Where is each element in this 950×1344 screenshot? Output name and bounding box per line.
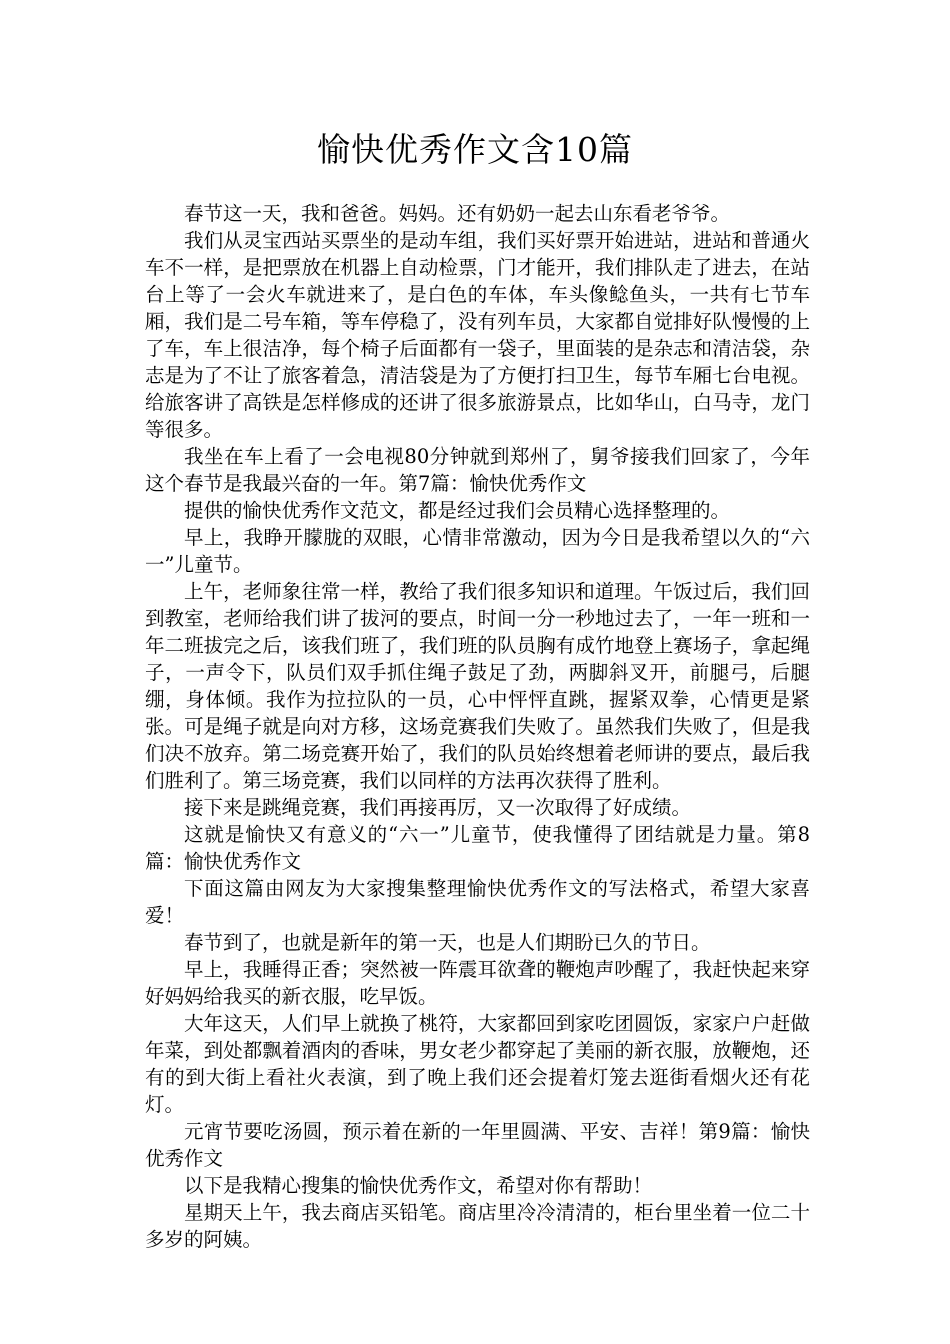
document-body — [145, 200, 810, 1253]
paragraph: 我坐在车上看了一会电视80分钟就到郑州了，舅爷接我们回家了，今年这个春节是我最兴奋的一年。第7篇：愉快优秀作文 — [145, 445, 810, 495]
paragraph: 上午，老师象往常一样，教给了我们很多知识和道理。午饭过后，我们回到教室，老师给我们讲了拔河的要点，时间一分一秒地过去了，一年一班和一年二班拔完之后，该我们班了，我们班的队员胸有成竹地登上赛场子，拿起绳子，一声令下，队员们双手抓住绳子鼓足了劲，两脚斜叉开，前腿弓，后腿绷，身体倾。我作为拉拉队的一员，心中怦怦直跳，握紧双拳，心情更是紧张。可是绳子就是向对方移，这场竞赛我们失败了。虽然我们失败了，但是我们决不放弃。第二场竞赛开始了，我们的队员始终想着老师讲的要点，最后我们胜利了。第三场竞赛，我们以同样的方法再次获得了胜利。 — [145, 580, 810, 792]
paragraph: 元宵节要吃汤圆，预示着在新的一年里圆满、平安、吉祥！第9篇：愉快优秀作文 — [145, 1120, 810, 1170]
paragraph: 下面这篇由网友为大家搜集整理愉快优秀作文的写法格式，希望大家喜爱！ — [145, 877, 810, 927]
paragraph: 接下来是跳绳竞赛，我们再接再厉，又一次取得了好成绩。 — [184, 796, 692, 819]
paragraph: 星期天上午，我去商店买铅笔。商店里冷冷清清的，柜台里坐着一位二十多岁的阿姨。 — [145, 1201, 810, 1251]
paragraph: 早上，我睡得正香；突然被一阵震耳欲聋的鞭炮声吵醒了，我赶快起来穿好妈妈给我买的新衣服，吃早饭。 — [145, 958, 810, 1008]
paragraph: 春节到了，也就是新年的第一天，也是人们期盼已久的节日。 — [184, 931, 711, 954]
paragraph: 春节这一天，我和爸爸。妈妈。还有奶奶一起去山东看老爷爷。 — [184, 202, 731, 225]
paragraph: 早上，我睁开朦胧的双眼，心情非常激动，因为今日是我希望以久的“六一”儿童节。 — [145, 526, 810, 576]
paragraph: 以下是我精心搜集的愉快优秀作文，希望对你有帮助！ — [184, 1174, 653, 1197]
paragraph: 大年这天，人们早上就换了桃符，大家都回到家吃团圆饭，家家户户赶做年菜，到处都飘着酒肉的香味，男女老少都穿起了美丽的新衣服，放鞭炮，还有的到大街上看社火表演，到了晚上我们还会提着灯笼去逛街看烟火还有花灯。 — [145, 1012, 810, 1116]
document-title: 愉快优秀作文含10篇 — [317, 130, 633, 169]
paragraph: 这就是愉快又有意义的“六一”儿童节，使我懂得了团结就是力量。第8篇：愉快优秀作文 — [145, 823, 810, 873]
paragraph: 提供的愉快优秀作文范文，都是经过我们会员精心选择整理的。 — [184, 499, 731, 522]
paragraph: 我们从灵宝西站买票坐的是动车组，我们买好票开始进站，进站和普通火车不一样，是把票放在机器上自动检票，门才能开，我们排队走了进去，在站台上等了一会火车就进来了，是白色的车体，车头像鲶鱼头，一共有七节车厢，我们是二号车箱，等车停稳了，没有列车员，大家都自觉排好队慢慢的上了车，车上很洁净，每个椅子后面都有一袋子，里面装的是杂志和清洁袋，杂志是为了不让了旅客着急，清洁袋是为了方便打扫卫生，每节车厢七台电视。给旅客讲了高铁是怎样修成的还讲了很多旅游景点，比如华山，白马寺，龙门等很多。 — [145, 229, 810, 441]
